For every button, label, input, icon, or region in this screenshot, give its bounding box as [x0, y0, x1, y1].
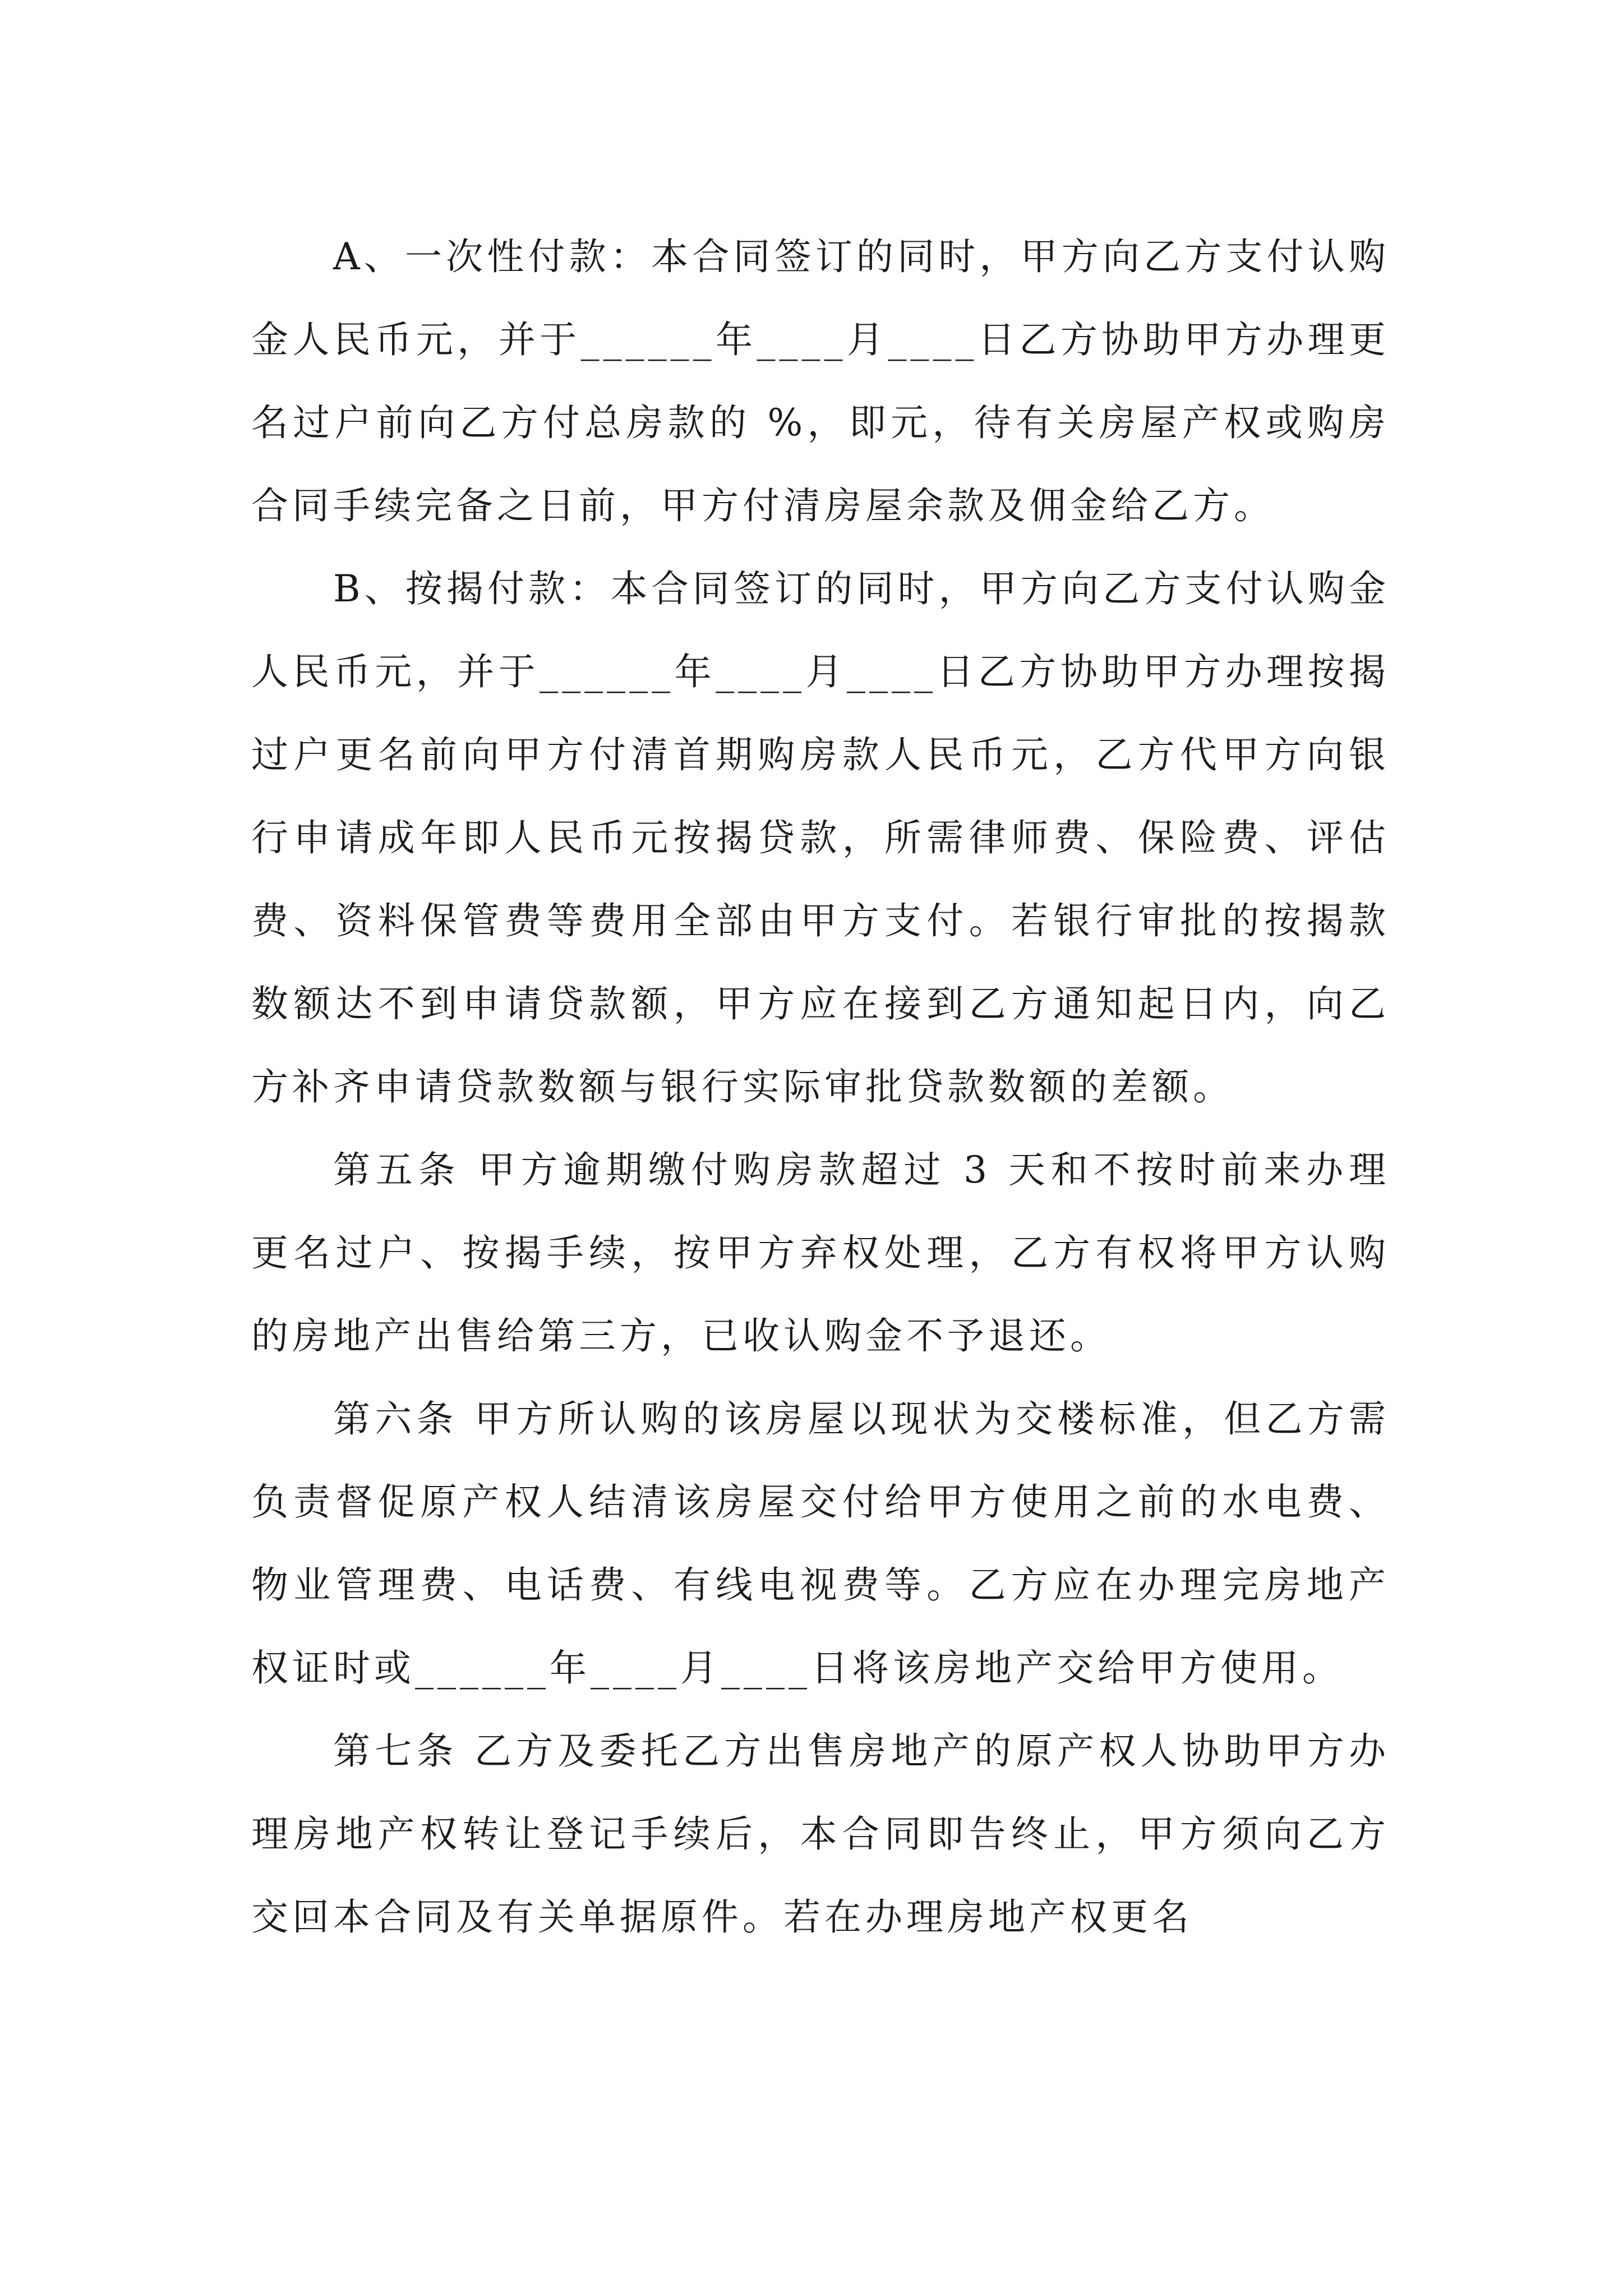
paragraph-article-6: 第六条 甲方所认购的该房屋以现状为交楼标准，但乙方需负责督促原产权人结清该房屋交付给甲方使用之前的水电费、物业管理费、电话费、有线电视费等。乙方应在办理完房地产权证时或______年____月____日将该房地产交给甲方使用。: [251, 1397, 1390, 1690]
document-body: [251, 215, 1390, 1959]
paragraph-payment-option-b: B、按揭付款：本合同签订的同时，甲方向乙方支付认购金人民币元，并于______年____月____日乙方协助甲方办理按揭过户更名前向甲方付清首期购房款人民币元，乙方代甲方向银行申请成年即人民币元按揭贷款，所需律师费、保险费、评估费、资料保管费等费用全部由甲方支付。若银行审批的按揭款数额达不到申请贷款额，甲方应在接到乙方通知起日内，向乙方补齐申请贷款数额与银行实际审批贷款数额的差额。: [251, 567, 1390, 1108]
paragraph-article-7: 第七条 乙方及委托乙方出售房地产的原产权人协助甲方办理房地产权转让登记手续后，本合同即告终止，甲方须向乙方交回本合同及有关单据原件。若在办理房地产权更名: [251, 1729, 1390, 1939]
paragraph-article-5: 第五条 甲方逾期缴付购房款超过 3 天和不按时前来办理更名过户、按揭手续，按甲方弃权处理，乙方有权将甲方认购的房地产出售给第三方，已收认购金不予退还。: [251, 1148, 1390, 1358]
paragraph-payment-option-a: A、一次性付款：本合同签订的同时，甲方向乙方支付认购金人民币元，并于______年____月____日乙方协助甲方办理更名过户前向乙方付总房款的 %，即元，待有关房屋产权或购房合同手续完备之日前，甲方付清房屋余款及佣金给乙方。: [251, 235, 1390, 527]
